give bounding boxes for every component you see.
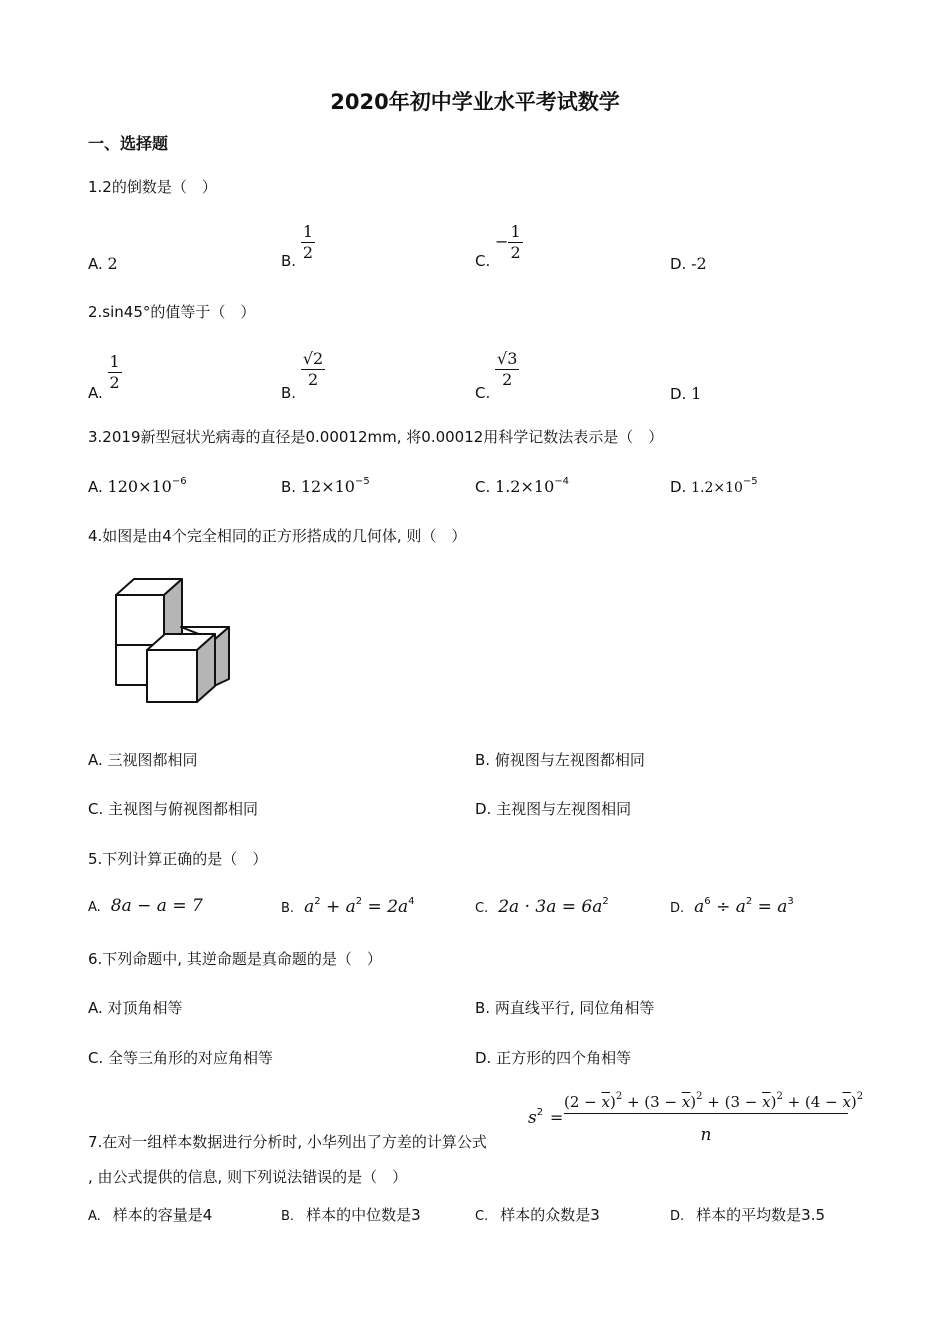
question-1-stem: 1.2的倒数是（ ） — [88, 178, 217, 196]
section-heading: 一、选择题 — [88, 134, 169, 153]
q7-option-c: C. 样本的众数是3 — [475, 1206, 600, 1224]
q4-option-c: C. 主视图与俯视图都相同 — [88, 800, 259, 818]
q6-option-a: A. 对顶角相等 — [88, 999, 183, 1017]
q7-option-b: B. 样本的中位数是3 — [281, 1206, 421, 1224]
q6-option-d: D. 正方形的四个角相等 — [475, 1049, 632, 1067]
q2-option-c: C. $\frac{√3}{2}$ — [475, 349, 518, 402]
question-3-stem: 3.2019新型冠状光病毒的直径是0.00012mm, 将0.00012用科学记数法表示是（ ） — [88, 428, 664, 446]
question-5-stem: 5.下列计算正确的是（ ） — [88, 850, 268, 868]
q4-option-b: B. 俯视图与左视图都相同 — [475, 751, 645, 769]
question-6-stem: 6.下列命题中, 其逆命题是真命题的是（ ） — [88, 950, 382, 968]
q5-option-a: A. 8a − a = 7 — [88, 896, 203, 916]
q2-option-a: A. $\frac{1}{2}$ — [88, 352, 120, 402]
q5-option-c: C. $2a \cdot 3a = 6a^2$ — [475, 896, 609, 917]
q2-option-d: D. 1 — [670, 384, 702, 403]
question-2-stem: 2.sin45°的值等于（ ） — [88, 303, 256, 321]
q1-option-c: C. − $\frac{1}{2}$ — [475, 222, 521, 270]
cube-figure — [105, 574, 235, 706]
question-7-stem: 7.在对一组样本数据进行分析时, 小华列出了方差的计算公式 — [88, 1133, 487, 1151]
variance-formula: $s^2$ = $(2 - \overline{x})^2 + (3 - \overline{x})^2 + (3 - \overline{x})^2 + (4 - \overline{x})^2$ n — [528, 1091, 864, 1145]
q7-option-d: D. 样本的平均数是3.5 — [670, 1206, 826, 1224]
question-4-stem: 4.如图是由4个完全相同的正方形搭成的几何体, 则（ ） — [88, 527, 467, 545]
q4-option-a: A. 三视图都相同 — [88, 751, 198, 769]
q3-option-d: D. $1.2\times 10^{-5}$ — [670, 476, 758, 496]
q5-option-d: D. $a^6 \div a^2 = a^3$ — [670, 896, 794, 917]
page-title: 2020年初中学业水平考试数学 — [330, 90, 620, 114]
q2-option-b: B. $\frac{√2}{2}$ — [281, 349, 324, 402]
q4-option-d: D. 主视图与左视图相同 — [475, 800, 632, 818]
q5-option-b: B. $a^2 + a^2 = 2a^4$ — [281, 896, 415, 917]
q7-option-a: A. 样本的容量是4 — [88, 1206, 213, 1224]
q3-option-a: A. $120\times 10^{-6}$ — [88, 476, 187, 496]
q3-option-b: B. $12\times 10^{-5}$ — [281, 476, 370, 496]
question-7-stem-continued: , 由公式提供的信息, 则下列说法错误的是（ ） — [88, 1168, 408, 1186]
q6-option-b: B. 两直线平行, 同位角相等 — [475, 999, 655, 1017]
q1-option-a: A. 2 — [88, 254, 118, 273]
q1-option-b: B. $\frac{1}{2}$ — [281, 222, 314, 270]
q3-option-c: C. $1.2\times 10^{-4}$ — [475, 476, 569, 496]
q1-option-d: D. -2 — [670, 254, 707, 273]
q6-option-c: C. 全等三角形的对应角相等 — [88, 1049, 274, 1067]
